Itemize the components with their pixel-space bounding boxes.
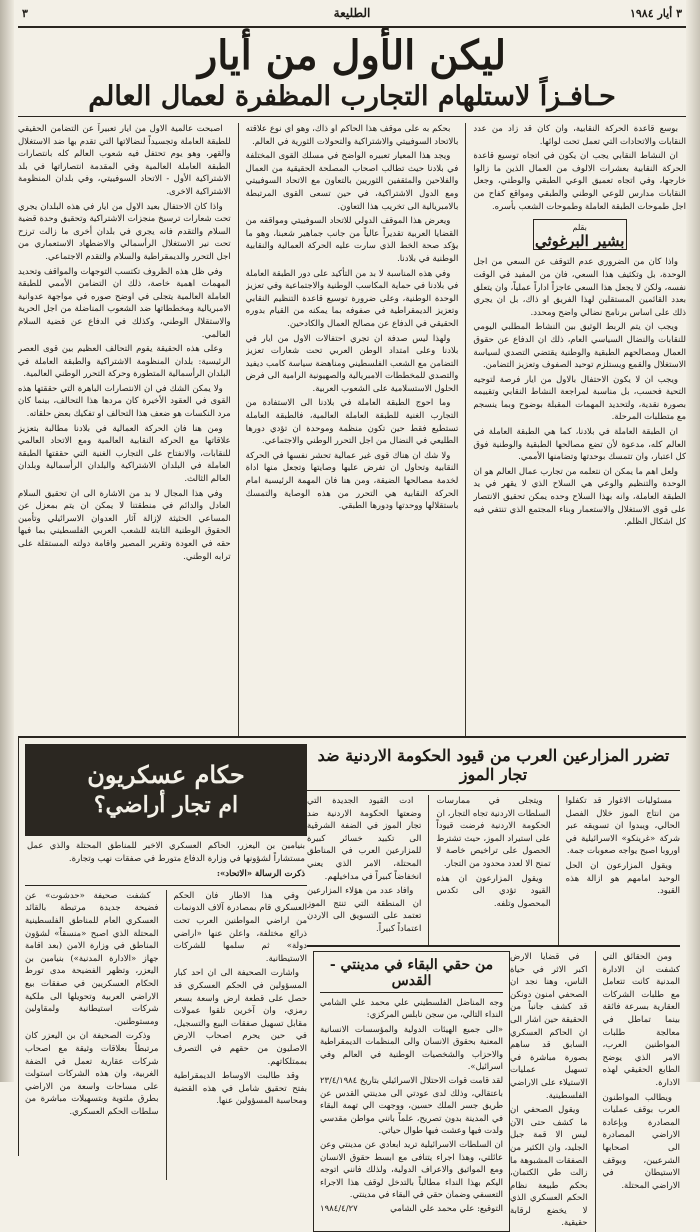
page-edge-left	[0, 0, 14, 1082]
main-article-col1	[18, 123, 231, 736]
farmers-col3	[566, 795, 680, 945]
paragraph: ولا يمكن الشك في ان الانتصارات الباهرة التي حققتها هذه القوى في العقود الأخيرة كان مردها هذا التحالف، بينما كان مرد النكسات هو ضعف هذا التحالف او تفكيك بعض حلقاته.	[18, 383, 231, 420]
farmers-headline: تضرر المزارعين العرب من قيود الحكومة الاردنية ضد تجار الموز	[307, 738, 680, 791]
paragraph: وفي هذه المناسبة لا بد من التأكيد على دور الطبقة العاملة في بلادنا في حماية المكاسب الوطنية والاجتماعية وفي تعزيز الوحدة الوطنية، وعلى ضرورة توسيع قاعدة التنظيم النقابي وتعزيز الديمقراطية في صفوفه بما يمكنه من القيام بدوره الحقيقي في الدفاع عن مصالح العمال والكادحين.	[245, 268, 459, 329]
paragraph: وفي هذا المجال لا بد من الاشارة الى ان تحقيق السلام العادل والدائم في منطقتنا لا يمكن ان يتم بمعزل عن المساعي الحثيثة لإزالة آثار العدوان الاسرائيلي وتأمين الحقوق الوطنية الثابتة للشعب العربي الفلسطيني بما فيها حقه في العودة وتقرير المصير واقامة دولته المستقلة على ترابه الوطني.	[18, 488, 231, 562]
military-col2	[174, 890, 308, 1180]
main-article	[18, 117, 686, 738]
quds-signature-row	[320, 1204, 503, 1214]
header-date: ٣ أيار ١٩٨٤	[629, 6, 682, 20]
military-headline-line1: حكام عسكريون	[87, 760, 245, 789]
paragraph: وعلى هذه الحقيقة يقوم التحالف العظيم بين قوى العصر الرئيسية: بلدان المنظومة الاشتراكية والطبقة العاملة في البلدان الرأسمالية المتطورة وحركة التحرر الوطني العالمية.	[18, 344, 231, 380]
left-articles	[307, 738, 686, 1229]
military-headline-line2: ام تجار أراضي؟	[93, 792, 239, 818]
page-edge-right	[686, 0, 700, 1082]
quds-signature: التوقيع: علي محمد علي الشامي	[390, 1203, 503, 1214]
military-headline-box	[25, 744, 307, 836]
source-note: ذكرت الرسالة «الاتحاد»:	[216, 869, 305, 880]
paragraph: «الى جميع الهيئات الدولية والمؤسسات الانسانية المعنية بحقوق الانسان والى المنظمات الديمقراطية والاحزاب والشخصيات الوطنية في العالم وفي اسرائيل».	[320, 1023, 503, 1072]
side-articles	[510, 951, 680, 1232]
military-col1	[25, 890, 159, 1180]
paragraph: وذكرت الصحيفة ان بن اليعزر كان مرتبطاً بعلاقات وثيقة مع اصحاب شركات عقارية تعمل في الضفة الغربية، وان هذه الشركات استولت على مساحات واسعة من الاراضي بطرق ملتوية وبتسهيلات مباشرة من سلطات الحكم العسكري.	[25, 1031, 159, 1117]
paragraph: واذا كان من الضروري عدم التوقف عن السعي من اجل الوحدة، بل وتكثيف هذا السعي، فان من المفيد في الوقت نفسه، ولكن لا يجعل هذا السعي عاجزاً اداراً عملياً، وان يتعلق بعدد القائمين المستقلين لهذا الفريق او ذاك، بل ان يجري ذلك على اساس برنامج نضالي واضح ومحدد.	[473, 257, 687, 318]
paragraph: ويقول المزارعون ان هذه القيود تؤدي الى تكدس المحصول وتلفه.	[436, 873, 551, 909]
bottom-section	[18, 738, 686, 1229]
paragraph: ويتجلى في ممارسات السلطات الاردنية تجاه التجار، ان الحكومة الاردنية فرضت قيوداً على استيراد الموز، حيث تشترط الحصول على تراخيص خاصة لا تمنح الا لعدد محدود من التجار.	[436, 796, 551, 869]
paragraph: ومن هنا فان الحركة العمالية في بلادنا مطالبة بتعزيز علاقاتها مع الحركة النقابية العالمية ومع الاتحاد العالمي للنقابات، والانفتاح على التجارب الغنية التي حققتها الطبقة العاملة في البلدان الاشتراكية والبلدان الرأسمالية وبلدان العالم الثالث.	[18, 423, 231, 485]
paragraph: ان النشاط النقابي يجب ان يكون في اتجاه توسيع قاعدة الحركة النقابية بعشرات الالوف من العمال الذين ما زالوا خارجها، وفي اتجاه تعميق الوعي الطبقي والوطني، وجعل النقابات مدارس للوعي الوطني والطبقي ومواقع كفاح من اجل طموحات الطبقة العاملة وطموحات الشعب بأسره.	[473, 151, 687, 212]
paragraph: ويجب ان لا يكون الاحتفال بالاول من ايار فرصة لتوجيه التحية فحسب، بل مناسبة لمراجعة النشاط النقابي وتقييمه بصورة نقدية، ولتحديد المهمات المقبلة بوضوح وبما ينسجم مع متطلبات المرحلة.	[473, 374, 687, 423]
side-col1	[510, 951, 588, 1232]
column-divider	[428, 795, 429, 945]
main-headline-line1: ليكن الأول من أيار	[197, 32, 507, 79]
lead-text: بنيامين بن اليعزر، الحاكم العسكري الاخير للمناطق المحتلة والذي عمل مستشاراً لشؤونها في وزارة الدفاع متورط في صفقات نهب وتجارة.	[27, 841, 305, 864]
quds-title: من حقي البقاء في مدينتي - القدس	[320, 954, 503, 993]
farmers-col1	[307, 795, 421, 945]
paragraph: ويقول الصحفي ان ما كشف حتى الآن ليس الا قمة جبل الجليد، وان الكثير من الصفقات المشبوهة ما زالت طي الكتمان، بحكم طبيعة نظام الحكم العسكري الذي لا يخضع لرقابة حقيقية.	[510, 1105, 588, 1229]
paragraph: وقد طالبت الاوساط الديمقراطية بفتح تحقيق شامل في هذه القضية ومحاسبة المسؤولين عنها.	[173, 1071, 307, 1107]
paragraph: كشفت صحيفة «حدشوت» عن فضيحة جديدة مرتبطة بالقائد العسكري العام للمناطق الفلسطينية المحتلة الذي اصبح «منسقاً» لشؤون المناطق في وزارة الامن (بعد اقامة جهاز «الادارة المدنية») بنيامين بن اليعزر، وتظهر الفضيحة مدى تورط الحكام العسكريين في صفقات بيع الاراضي العربية وتحويلها الى ملكية شركات استيطانية ولمقاولين ومستوطنين.	[25, 890, 159, 1027]
byline-name: بشير البرغوثي	[534, 231, 625, 250]
paragraph: وافاد عدد من هؤلاء المزارعين ان المنطقة التي تنتج الموز تعتمد على التسويق الى الاردن اعتماداً كبيراً.	[307, 886, 422, 934]
paragraph: ويجد هذا المعيار تعبيره الواضح في مسلك القوى المختلفة في بلادنا حيث تطالب اصحاب المصلحة الحقيقية من العمال والفلاحين والمثقفين الثوريين بالتعاون مع الاتحاد السوفييتي ومع الدول الاشتراكية، في حين تسعى القوى المرتبطة بالامبريالية الى تخريب هذا التعاون.	[245, 151, 459, 212]
paragraph: وفي ظل هذه الظروف تكتسب التوجهات والمواقف وتحديد المهمات اهمية خاصة، ذلك ان التضامن الأممي للطبقة العاملة العالمية يتجلى في اوضح صوره في مواجهة عدوانية الامبريالية ومخططاتها ضد الشعوب المناضلة من اجل الحرية والاستقلال الوطني، وكذلك في الدفاع عن قضية السلام العالمي.	[18, 266, 231, 340]
page-number: ٣	[22, 6, 28, 20]
paragraph: ولهذا ليس صدفة ان تجري احتفالات الاول من ايار في بلادنا وعلى امتداد الوطن العربي تحت شعارات تعزيز التضامن مع الشعب الفلسطيني ومناهضة سياسة كامب ديفيد والتصدي للمخططات الامبريالية والصهيونية الرامية الى فرض الحلول الاستسلامية على الشعوب العربية.	[245, 333, 459, 394]
paragraph: اصبحت عالمية الاول من ايار تعبيراً عن التضامن الحقيقي للطبقة العاملة وتجسيداً لنضالاتها التي تقدم بها ضد الاستغلال والقهر، وهو يوم تحتفل فيه شعوب العالم كله بانتصارات الطبقة العاملة العالمية وفي المقدمة انتصاراتها في بلد الاشتراكية الأول - الاتحاد السوفييتي، وفي بلدان المنظومة الاشتراكية الاخرى.	[18, 124, 231, 197]
paragraph: واذا كان الاحتفال بعيد الاول من ايار في هذه البلدان يجري تحت شعارات ترسيخ منجزات الاشتراكية وتحقيق وحدة قضية السلام والتقدم فانه يجري في بلدان أخرى ما زالت ترزح تحت نير الاستغلال الرأسمالي والاضطهاد الاستعماري من اجل التحرر والديمقراطية والسلام والتقدم الاجتماعي.	[18, 201, 231, 262]
column-divider	[558, 795, 559, 945]
paragraph: وجه المناضل الفلسطيني علي محمد علي الشامي النداء التالي، من سجن نابلس المركزي:	[320, 997, 503, 1020]
quds-article	[313, 951, 510, 1232]
main-headline	[18, 28, 686, 117]
quds-date: ١٩٨٤/٤/٢٧	[320, 1203, 358, 1214]
military-columns	[25, 886, 307, 1180]
paragraph: ان السلطات الاسرائيلية تريد ابعادي عن مدينتي وعن عائلتي، وهذا اجراء يتنافى مع ابسط حقوق الانسان ومع المواثيق والاعراف الدولية، ولذلك فانني اتوجه اليكم بهذا النداء مطالباً بالتدخل لوقف هذا الاجراء التعسفي وضمان حقي في البقاء في مدينتي.	[320, 1139, 503, 1200]
main-headline-line2: حـافـزاً لاستلهام التجارب المظفرة لعمال العالم	[88, 81, 616, 112]
page-header	[18, 0, 686, 28]
paragraph: في قضايا الارض اكبر الاثر في حياة الناس، وهنا نجد ان الصحفي امنون دونكن قد كشف جانباً من الحقيقة حين اشار الى ان الحاكم العسكري السابق قد ساهم بصورة مباشرة في تسهيل عمليات الاستيلاء على الاراضي الفلسطينية.	[510, 952, 588, 1101]
paragraph: ولا شك ان هناك قوى غير عمالية تحشر نفسها في الحركة النقابية وتحاول ان تفرض عليها وصايتها وتجعل منها اداة لخدمة مصالحها الضيقة، ومن هنا فان المهمة الرئيسية امام الحركة النقابية هي التحرر من هذه الوصاية والتمسك باستقلالها ووحدتها ودورها الطبقي.	[245, 450, 459, 512]
quds-text	[320, 996, 503, 1201]
quds-row	[307, 951, 680, 1232]
paragraph: وفي هذا الاطار فان الحكم العسكري قام بمصادرة آلاف الدونمات من اراضي المواطنين العرب تحت ذرائع مختلفة، واعلن عنها «اراضي دولة» ثم سلمها للشركات الاستيطانية.	[173, 890, 307, 964]
header-section: الطليعة	[333, 6, 371, 20]
side-col2	[603, 951, 681, 1232]
column-divider	[595, 951, 596, 1232]
paragraph: وما احوج الطبقة العاملة في بلادنا الى الاستفادة من التجارب الغنية للطبقة العاملة العالمية، فالطبقة العاملة تستطيع فقط حين تكون منظمة وموحدة ان تؤدي دورها الطليعي في النضال من اجل التحرر الوطني والاجتماعي.	[245, 398, 459, 447]
column-divider	[238, 123, 239, 736]
farmers-article	[307, 791, 680, 947]
paragraph: ولعل اهم ما يمكن ان نتعلمه من تجارب عمال العالم هو ان الوحدة والتنظيم والوعي هي السلاح الذي لا يقهر في يد الطبقة العاملة، وانه بهذا السلاح وحده يمكن تحقيق الانتصار على قوى الاستغلال والاستعمار وبناء المجتمع الذي تنتفي فيه كل اشكال الظلم.	[473, 466, 687, 528]
paragraph: ويعرض هذا الموقف الدولي للاتحاد السوفييتي ومواقفه من القضايا العربية تقديراً عالياً من جانب جماهير شعبنا، وهو ما يؤكد صحة الخط الذي سارت عليه الحركة العمالية والنقابية الوطنية في بلادنا.	[245, 216, 459, 264]
main-article-col3	[473, 123, 686, 736]
paragraph: ان الطبقة العاملة في بلادنا، كما هي الطبقة العاملة في العالم كله، مدعوة لأن تضع مصالحها الطبقية والوطنية فوق كل اعتبار، وان تتمسك بوحدتها وتضامنها الأممي.	[473, 427, 687, 463]
paragraph: بحكم به على موقف هذا الحاكم او ذاك، وهو اي نوع علاقته بالاتحاد السوفييتي والاشتراكية والتحولات الثورية في العالم.	[245, 124, 459, 147]
paragraph: ومن الحقائق التي كشفت ان الادارة المدنية كانت تتعامل مع طلبات الشركات العقارية بسرعة فائقة بينما تماطل في معالجة طلبات المواطنين العرب، الامر الذي يوضح الطابع الحقيقي لهذه الادارة.	[602, 952, 680, 1088]
paragraph: لقد قامت قوات الاحتلال الاسرائيلي بتاريخ ٢٣/٤/١٩٨٤ باعتقالي، وذلك لدى عودتي الى مدينتي القدس عن طريق جسر الملك حسين، ووجهت الي تهمة البقاء في المدينة بدون تصريح، علماً بانني مواطن مقدسي ولدت فيها وعشت فيها طوال حياتي.	[320, 1075, 503, 1136]
military-lead	[25, 836, 307, 886]
farmers-col2	[436, 795, 550, 945]
paragraph: مسئوليات الاغوار قد تكفلوا من انتاج الموز خلال الفصل الحالي، ويبدوا ان تسويقه عبر شركة «غرينكو» الاسرائيلية في اوروبا اصبح يواجه صعوبات جمة.	[565, 796, 680, 857]
paragraph: واشارت الصحيفة الى ان احد كبار المسؤولين في الحكم العسكري قد حصل على قطعة ارض واسعة بسعر رمزي، وان آخرين تلقوا عمولات مقابل تسهيل صفقات البيع والتسجيل، في حين يحرم اصحاب الارض الاصليون من حقهم في التصرف بممتلكاتهم.	[173, 968, 307, 1067]
paragraph: ويجب ان يتم الربط الوثيق بين النشاط المطلبي اليومي للنقابات والنضال السياسي العام، ذلك ان الدفاع عن حقوق العمال ومصالحهم الطبقية والوطنية يقتضي التصدي لسياسة الاستغلال والقمع ويستلزم توحيد الصفوف وتعزيز التضامن.	[473, 322, 687, 371]
military-article	[18, 738, 307, 1156]
main-article-col2	[246, 123, 459, 736]
paragraph: ادت القيود الجديدة التي وضعتها الحكومة الاردنية ضد تجار الموز في الضفة الشرقية الى تكبيد خسائر كبيرة للمزارعين العرب في المناطق المحتلة، الامر الذي يعني انخفاضاً كبيراً في مداخيلهم.	[307, 796, 422, 882]
author-byline	[533, 219, 627, 250]
paragraph: بوسع قاعدة الحركة النقابية، وان كان قد زاد من عدد النقابات والاتحادات التي تعمل تحت لوائها.	[473, 124, 687, 147]
column-divider	[166, 890, 167, 1180]
paragraph: ويقول المزارعون ان الحل الوحيد امامهم هو ازالة هذه القيود.	[565, 860, 680, 897]
paragraph: ويطالب المواطنون العرب بوقف عمليات المصادرة وبإعادة الاراضي المصادرة الى اصحابها الشرعيين، وبوقف الاستيطان في الاراضي المحتلة.	[602, 1092, 680, 1191]
column-divider	[465, 123, 466, 736]
byline-label: بقلم	[572, 223, 587, 233]
